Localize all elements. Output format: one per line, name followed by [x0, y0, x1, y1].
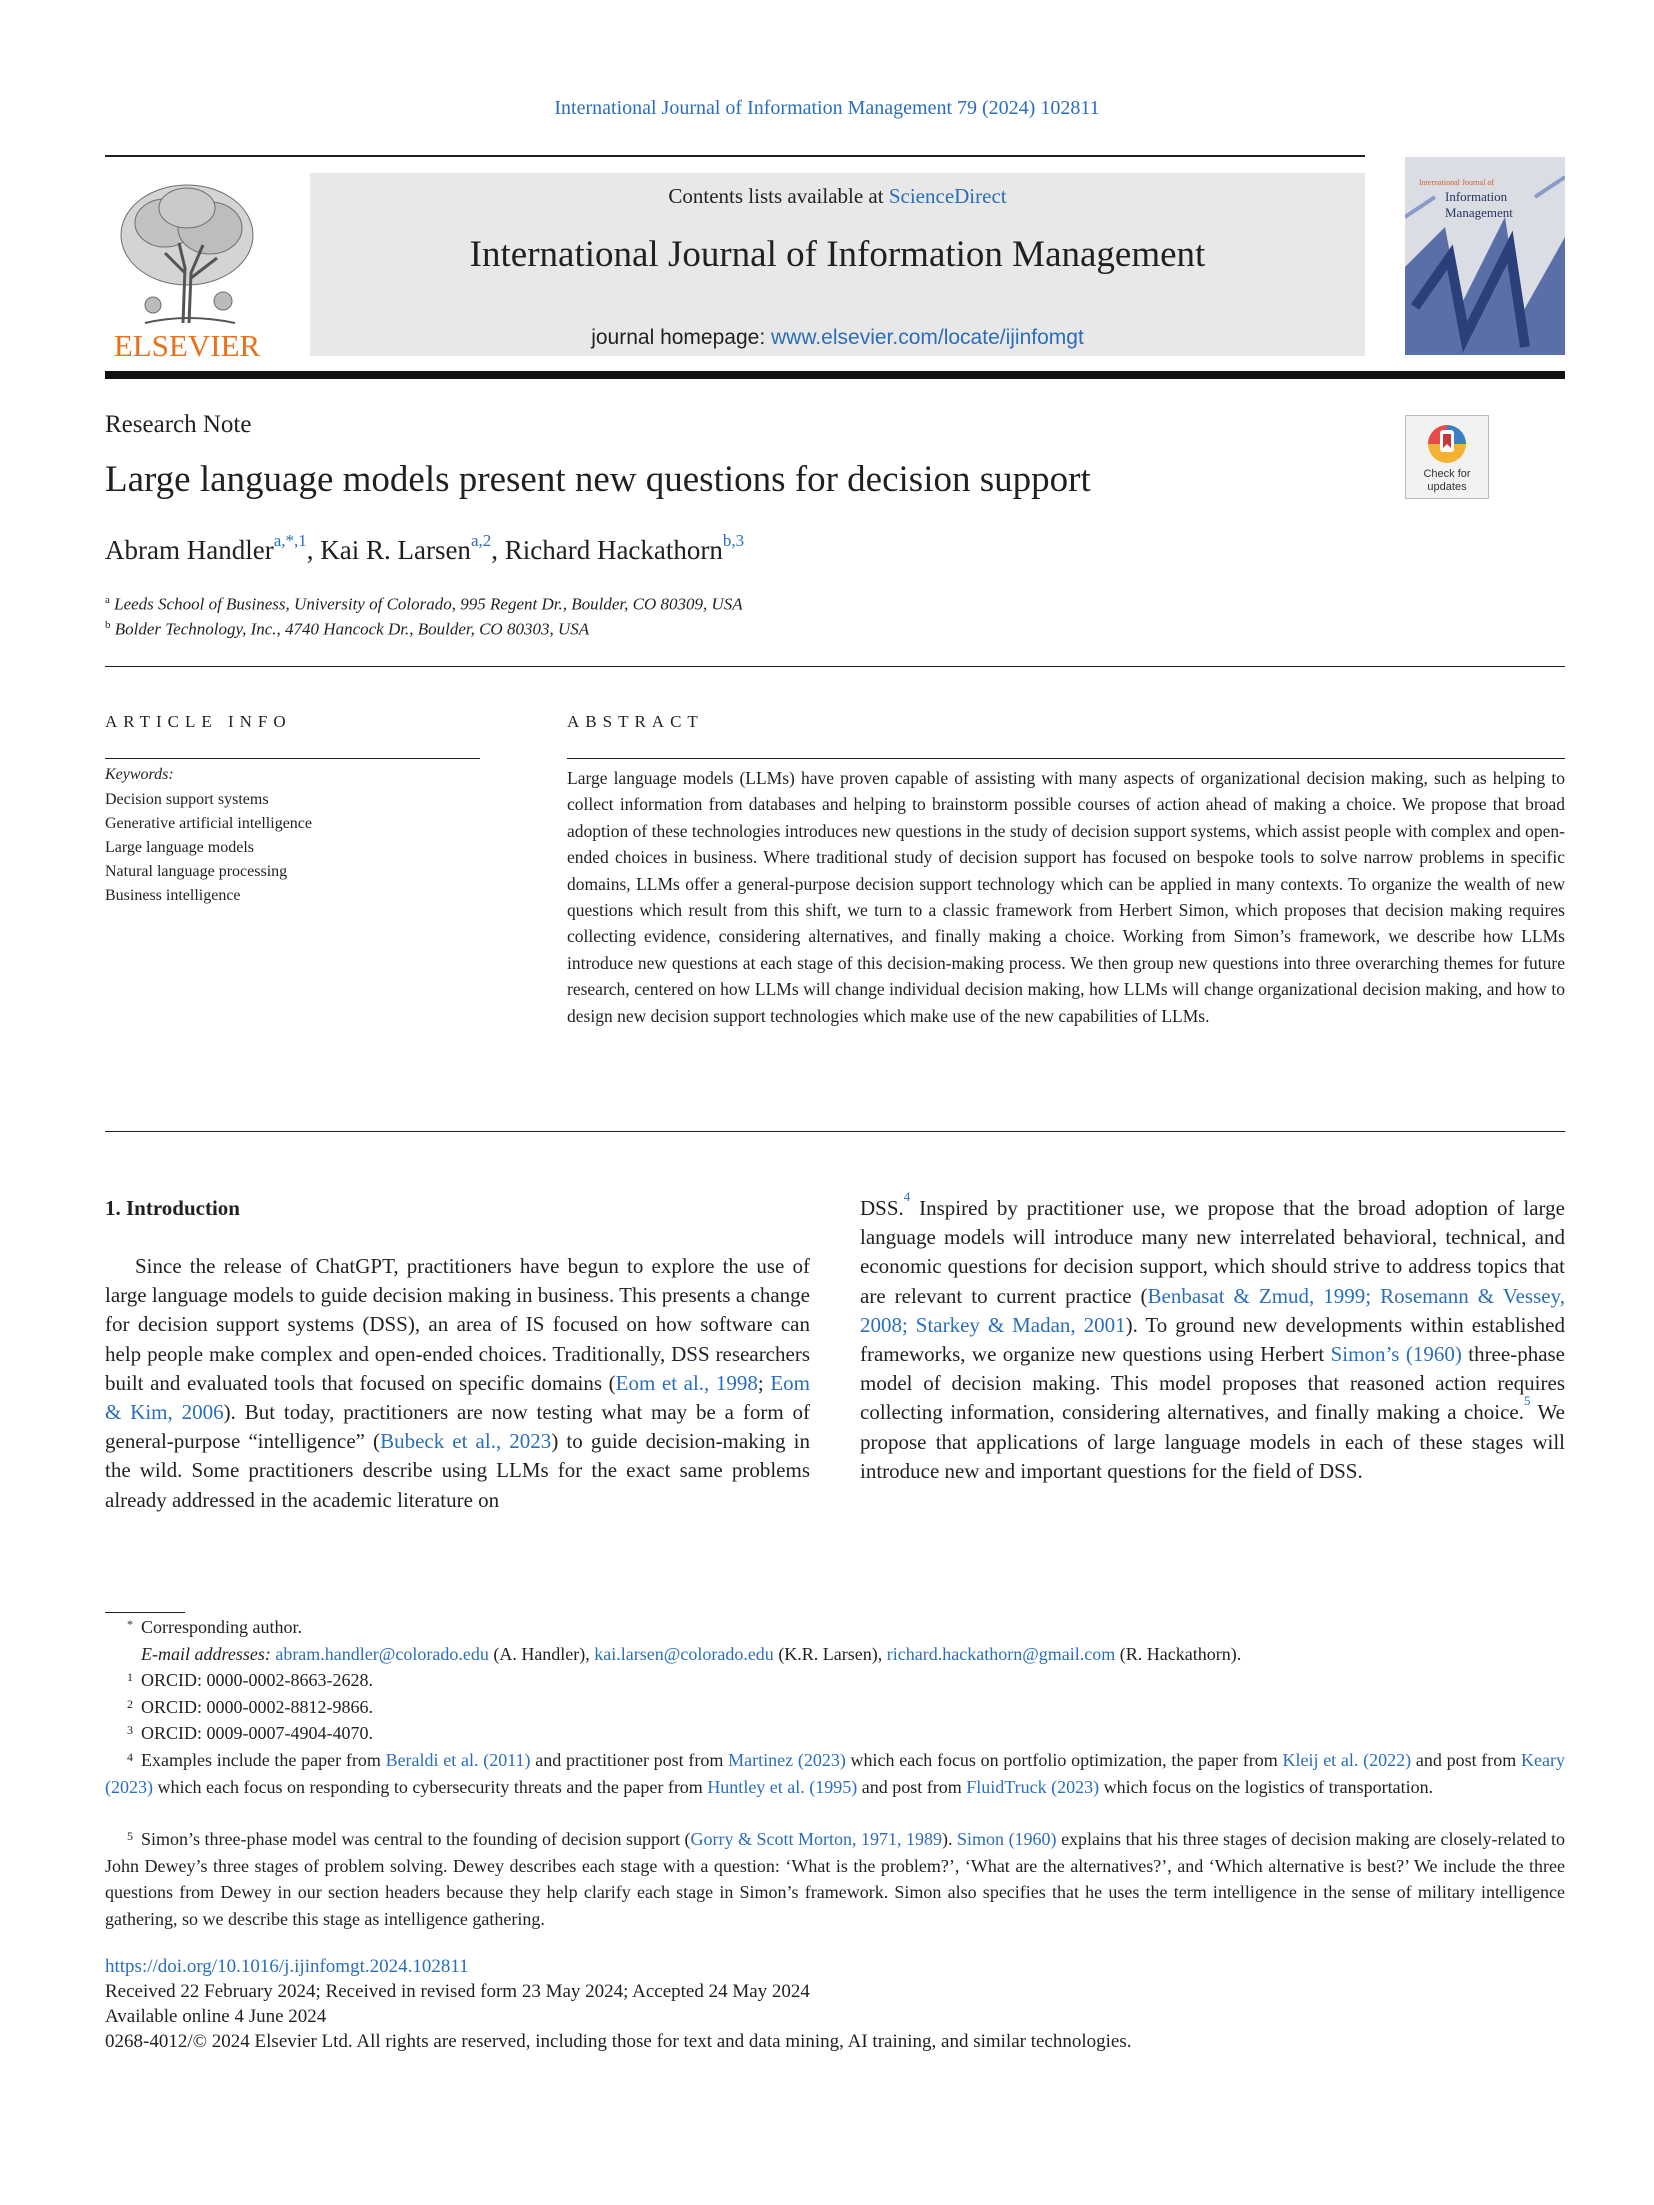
publisher-wordmark: ELSEVIER: [113, 328, 261, 363]
footnote-orcid: 2 ORCID: 0000-0002-8812-9866.: [127, 1697, 373, 1717]
citation-link[interactable]: Benbasat & Zmud, 1999; Rosemann & Vessey, 2008; Starkey & Madan, 2001: [860, 1283, 1565, 1337]
email-link[interactable]: kai.larsen@colorado.edu: [594, 1644, 774, 1664]
svg-text:Information: Information: [1445, 189, 1508, 204]
elsevier-logo: [105, 173, 270, 363]
keyword: Natural language processing: [105, 863, 288, 880]
citation-link[interactable]: FluidTruck (2023): [966, 1776, 1100, 1797]
citation-link[interactable]: Beraldi et al. (2011): [385, 1750, 531, 1770]
keyword: Decision support systems: [105, 791, 269, 808]
top-rule: [105, 155, 1365, 157]
doi-link[interactable]: https://doi.org/10.1016/j.ijinfomgt.2024.102811: [105, 1956, 469, 1977]
keywords-label: Keywords:: [105, 766, 174, 783]
email-link[interactable]: abram.handler@colorado.edu: [275, 1644, 489, 1664]
footnote-orcid: 1 ORCID: 0000-0002-8663-2628.: [127, 1670, 373, 1690]
affiliation: $^a$ Leeds School of Business, University of Colorado, 995 Regent Dr., Boulder, CO 80309, USA: [105, 594, 743, 614]
journal-cover-thumbnail[interactable]: [1405, 157, 1565, 355]
footnote-orcid: 3 ORCID: 0009-0007-4904-4070.: [127, 1723, 373, 1743]
abstract-text: Large language models (LLMs) have proven capable of assisting with many aspects of organizational decision making, such as helping to collect information from databases and helping to brainstorm possible courses of action ahead of making a choice. We propose that broad adoption of these technologies introduces new questions in the study of decision support systems, which assist people with complex and open-ended choices in business. Where traditional study of decision support has focused on bespoke tools to solve narrow problems in specific domains, LLMs offer a general-purpose decision support technology which can be applied in many contexts. To organize the wealth of new questions which result from this shift, we turn to a classic framework from Herbert Simon, which proposes that decision making requires collecting evidence, considering alternatives, and finally making a choice. Working from Simon’s framework, we describe how LLMs introduce new questions at each stage of this decision-making process. We then group new questions into three overarching themes for future research, centered on how LLMs will change individual decision making, how LLMs will change organizational decision making, and how to design new decision support technologies which make use of the new capabilities of LLMs.: [567, 768, 1565, 1026]
article-type: Research Note: [105, 411, 252, 438]
author-list: Abram Handler$^{a,*,1}$, Kai R. Larsen$^{a,2}$, Richard Hackathorn$^{b,3}$: [105, 531, 745, 565]
elsevier-tree-icon: [105, 173, 270, 363]
available-online: Available online 4 June 2024: [105, 2006, 327, 2027]
citation-link[interactable]: Bubeck et al., 2023: [380, 1429, 552, 1454]
contents-line: Contents lists available at ScienceDirect: [668, 184, 1007, 208]
citation-link[interactable]: Martinez (2023): [728, 1750, 846, 1770]
keyword: Large language models: [105, 839, 254, 856]
author-name[interactable]: Kai R. Larsen: [320, 535, 471, 565]
svg-text:Check for: Check for: [1423, 468, 1471, 480]
crossmark-icon: [1406, 416, 1488, 498]
svg-text:International Journal of: International Journal of: [1419, 178, 1495, 187]
author-affiliation-marks[interactable]: a,*,1: [273, 531, 307, 550]
header-thick-rule: [105, 371, 1565, 379]
divider: [105, 666, 1565, 667]
article-title: Large language models present new questions for decision support: [105, 459, 1091, 500]
homepage-line: journal homepage: www.elsevier.com/locate/ijinfomgt: [591, 326, 1084, 349]
keyword: Generative artificial intelligence: [105, 815, 312, 832]
citation-link[interactable]: Gorry & Scott Morton, 1971, 1989: [690, 1829, 943, 1849]
author-name[interactable]: Richard Hackathorn: [504, 535, 723, 565]
homepage-link[interactable]: www.elsevier.com/locate/ijinfomgt: [771, 326, 1084, 349]
author-name[interactable]: Abram Handler: [105, 535, 274, 565]
footnote-4: 4 Examples include the paper from Beraldi et al. (2011) and practitioner post from Martinez (2023) which each focus on portfolio optimization, the paper from Kleij et al. (2022) and post from Keary (2023) which each focus on responding to cybersecurity threats and the paper from Huntley et al. (1995) and post from FluidTruck (2023) which focus on the logistics of transportation.: [105, 1750, 1566, 1797]
citation-link[interactable]: Simon’s (1960): [1330, 1342, 1462, 1367]
abstract-heading: ABSTRACT: [567, 712, 704, 731]
footnote-corresponding: * Corresponding author.: [127, 1617, 302, 1637]
journal-banner: [310, 173, 1365, 356]
affiliation: $^b$ Bolder Technology, Inc., 4740 Hancock Dr., Boulder, CO 80303, USA: [105, 619, 590, 639]
email-link[interactable]: richard.hackathorn@gmail.com: [886, 1644, 1116, 1664]
copyright-notice: 0268-4012/© 2024 Elsevier Ltd. All rights are reserved, including those for text and data mining, AI training, and similar technologies.: [105, 2031, 1132, 2052]
footnote-emails: E-mail addresses: abram.handler@colorado.edu (A. Handler), kai.larsen@colorado.edu (K.R. Larsen), richard.hackathorn@gmail.com (R. Hackathorn).: [141, 1644, 1242, 1664]
sciencedirect-link[interactable]: ScienceDirect: [888, 184, 1007, 208]
author-affiliation-marks[interactable]: a,2: [470, 531, 492, 550]
divider: [567, 758, 1565, 759]
svg-text:Management: Management: [1445, 205, 1513, 220]
citation-link[interactable]: Simon (1960): [957, 1829, 1057, 1849]
keyword-list: [105, 788, 312, 908]
citation-link[interactable]: Keary (2023): [105, 1750, 1566, 1797]
intro-paragraph-left: Since the release of ChatGPT, practitioners have begun to explore the use of large language models to guide decision making in business. This presents a change for decision support systems (DSS), an area of IS focused on how software can help people make complex and open-ended choices. Traditionally, DSS researchers built and evaluated tools that focused on specific domains (Eom et al., 1998; Eom & Kim, 2006). But today, practitioners are now testing what may be a form of general-purpose “intelligence” (Bubeck et al., 2023) to guide decision-making in the wild. Some practitioners describe using LLMs for the exact same problems already addressed in the academic literature on: [105, 1254, 810, 1512]
article-info-heading: ARTICLE INFO: [105, 712, 292, 731]
svg-text:updates: updates: [1427, 481, 1467, 493]
footnote-ref[interactable]: 5: [1523, 1393, 1531, 1409]
footnote-ref[interactable]: 4: [903, 1189, 911, 1204]
citation-link[interactable]: Kleij et al. (2022): [1282, 1750, 1412, 1770]
check-for-updates-badge[interactable]: [1405, 415, 1489, 499]
citation-link[interactable]: Eom et al., 1998: [615, 1370, 758, 1395]
citation-link[interactable]: Huntley et al. (1995): [707, 1776, 858, 1797]
citation-link[interactable]: Eom & Kim, 2006: [105, 1370, 810, 1425]
intro-paragraph-right: DSS.$^4$ Inspired by practitioner use, we propose that the broad adoption of large language models will introduce many new interrelated behavioral, technical, and economic questions for decision support, which should strive to address topics that are relevant to current practice (Benbasat & Zmud, 1999; Rosemann & Vessey, 2008; Starkey & Madan, 2001). To ground new developments within established frameworks, we organize new questions using Herbert Simon’s (1960) three-phase model of decision making. This model proposes that reasoned action requires collecting information, considering alternatives, and finally making a choice.$^5$ We propose that applications of large language models in each of these stages will introduce new and important questions for the field of DSS.: [860, 1189, 1566, 1483]
section-heading: 1. Introduction: [105, 1196, 240, 1220]
divider: [105, 1131, 1565, 1132]
footnote-5: 5 Simon’s three-phase model was central to the founding of decision support (Gorry & Scott Morton, 1971, 1989). Simon (1960) explains that his three stages of decision making are closely-related to John Dewey’s three stages of problem solving. Dewey describes each stage with a question: ‘What is the problem?’, ‘What are the alternatives?’, and ‘Which alternative is best?’ We include the three questions from Dewey in our section headers because they help clarify each stage in Simon’s framework. Simon also specifies that he uses the term intelligence in the sense of military intelligence gathering, so we describe this stage as intelligence gathering.: [105, 1829, 1565, 1929]
journal-cover-image: [1405, 157, 1565, 355]
divider: [105, 758, 480, 759]
journal-title: International Journal of Information Management: [469, 234, 1206, 275]
keyword: Business intelligence: [105, 887, 241, 904]
received-dates: Received 22 February 2024; Received in revised form 23 May 2024; Accepted 24 May 2024: [105, 1981, 810, 2002]
author-affiliation-marks[interactable]: b,3: [722, 531, 745, 550]
journal-reference[interactable]: International Journal of Information Management 79 (2024) 102811: [554, 97, 1100, 119]
